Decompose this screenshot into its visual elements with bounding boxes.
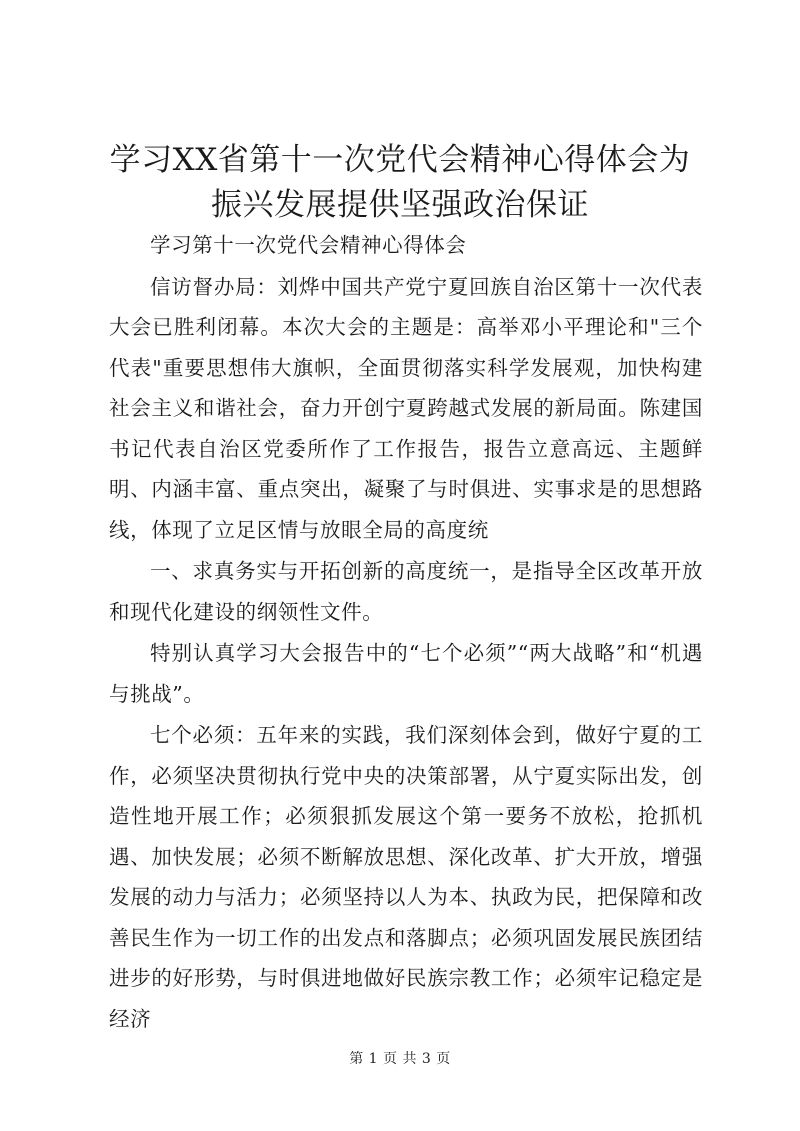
body-paragraph: 七个必须：五年来的实践，我们深刻体会到，做好宁夏的工作，必须坚决贯彻执行党中央的决策部署，从宁夏实际出发，创造性地开展工作；必须狠抓发展这个第一要务不放松，抢抓机遇、加快发展；必须不断解放思想、深化改革、扩大开放，增强发展的动力与活力；必须坚持以人为本、执政为民，把保障和改善民生作为一切工作的出发点和落脚点；必须巩固发展民族团结进步的好形势，与时俱进地做好民族宗教工作；必须牢记稳定是经济 — [109, 723, 703, 1031]
body-paragraph: 一、求真务实与开拓创新的高度统一，是指导全区改革开放和现代化建设的纲领性文件。 — [109, 559, 703, 624]
subtitle-paragraph: 学习第十一次党代会精神心得体会 — [150, 233, 467, 257]
body-paragraph: 特别认真学习大会报告中的“七个必须”“两大战略”和“机遇与挑战”。 — [109, 641, 703, 706]
page-number-footer: 第 1 页 共 3 页 — [349, 1051, 451, 1067]
document-body — [109, 225, 703, 1040]
document-title: 学习XX省第十一次党代会精神心得体会为振兴发展提供坚强政治保证 — [109, 142, 691, 223]
body-paragraph: 信访督办局：刘烨中国共产党宁夏回族自治区第十一次代表大会已胜利闭幕。本次大会的主题是：高举邓小平理论和"三个代表"重要思想伟大旗帜，全面贯彻落实科学发展观，加快构建社会主义和谐社会，奋力开创宁夏跨越式发展的新局面。陈建国书记代表自治区党委所作了工作报告，报告立意高远、主题鲜明、内涵丰富、重点突出，凝聚了与时俱进、实事求是的思想路线，体现了立足区情与放眼全局的高度统 — [109, 274, 703, 542]
